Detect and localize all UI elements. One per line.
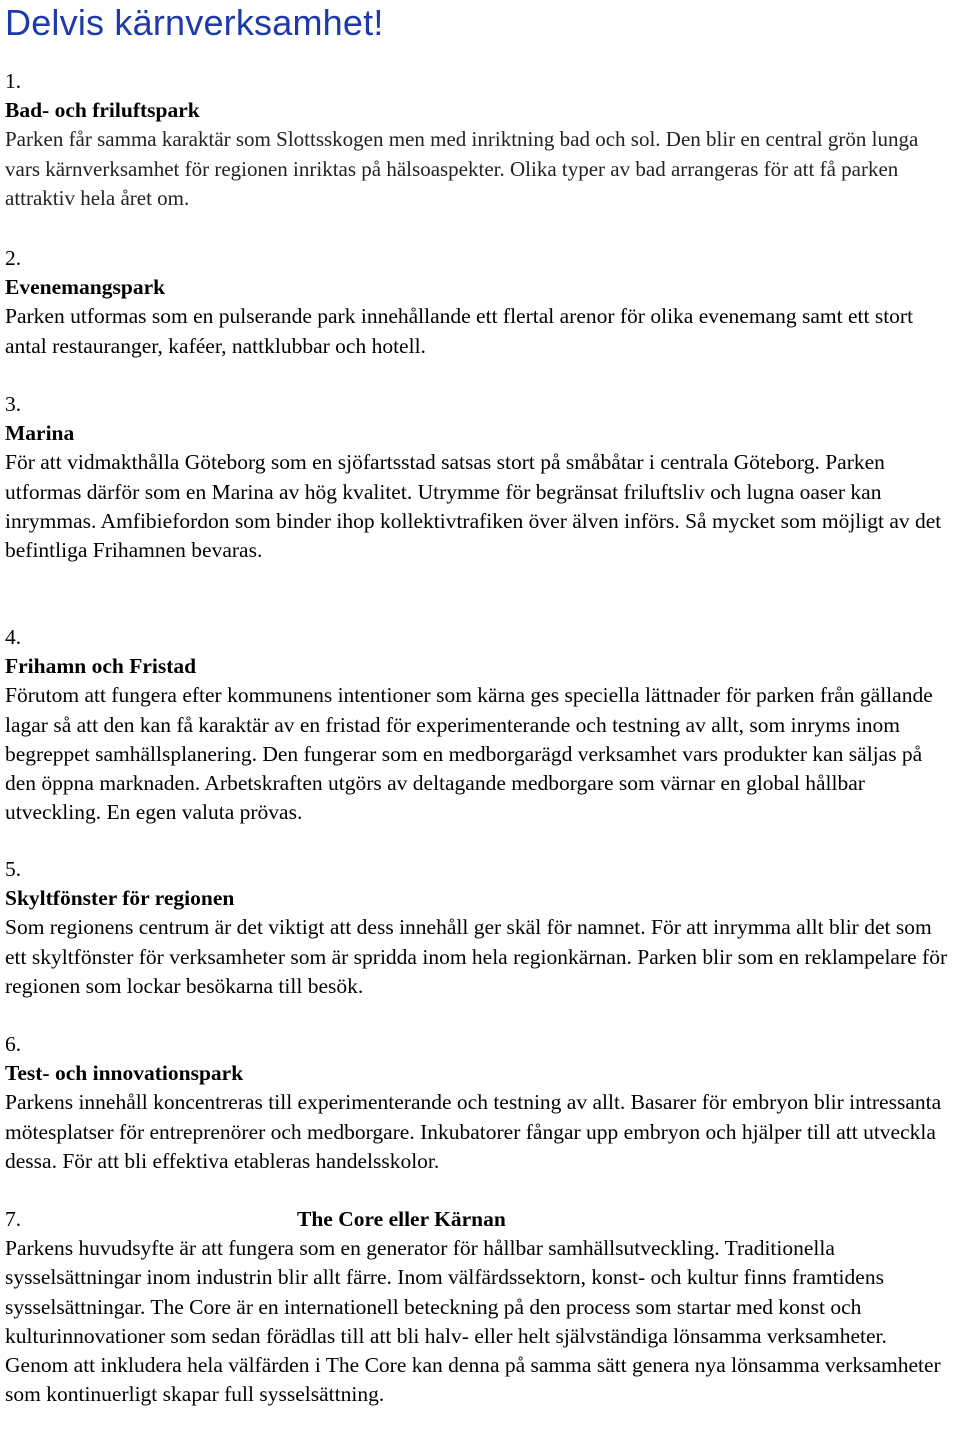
section-evenemangspark [5,244,955,361]
section-number: 4. [5,625,22,649]
section-number: 7. [5,1207,22,1231]
section-number: 5. [5,857,22,881]
section-body: Parken utformas som en pulserande park innehållande ett flertal arenor för olika evenemang samt ett stort antal restauranger, kaféer, nattklubbar och hotell. [5,304,914,358]
section-test-och-innovationspark [5,1030,955,1176]
section-number: 3. [5,392,22,416]
document-title: Delvis kärnverksamhet! [5,2,384,43]
section-skyltfonster-for-regionen [5,855,955,1001]
section-heading: Bad- och friluftspark [5,98,200,123]
section-heading: The Core eller Kärnan [297,1207,506,1231]
section-body: Som regionens centrum är det viktigt att dess innehåll ger skäl för namnet. För att inrymma allt blir det som ett skyltfönster för verksamheter som är spridda inom hela regionkärnan. Parken blir som en reklampelare för regionen som lockar besökarna till besök. [5,915,948,998]
section-heading: Marina [5,421,75,446]
section-number: 1. [5,69,22,93]
section-heading: Frihamn och Fristad [5,654,197,679]
document-page [5,0,955,1407]
section-the-core-eller-karnan [5,1205,955,1409]
section-marina [5,390,955,565]
section-heading: Test- och innovationspark [5,1061,244,1086]
section-body: För att vidmakthålla Göteborg som en sjöfartsstad satsas stort på småbåtar i centrala Göteborg. Parken utformas därför som en Marina av hög kvalitet. Utrymme för begränsat friluftsliv och lugna oaser kan inrymmas. Amfibiefordon som binder ihop kollektivtrafiken över älven införs. Så mycket som möjligt av det befintliga Frihamnen bevaras. [5,450,942,563]
section-body: Parkens innehåll koncentreras till experimenterande och testning av allt. Basarer för embryon blir intressanta mötesplatser för entreprenörer och medborgare. Inkubatorer fångar upp embryon och hjälper till att utveckla dessa. För att bli effektiva etableras handelsskolor. [5,1090,942,1173]
section-number-heading-row [5,1205,955,1234]
section-number: 2. [5,246,22,270]
section-number: 6. [5,1032,22,1056]
section-body: Förutom att fungera efter kommunens intentioner som kärna ges speciella lättnader för parken från gällande lagar så att den kan få karaktär av en fristad för experimenterande och testning av allt, som inryms inom begreppet samhällsplanering. Den fungerar som en medborgarägd verksamhet vars produkter kan säljas på den öppna marknaden. Arbetskraften utgörs av deltagande medborgare som värnar en global hållbar utveckling. En egen valuta prövas. [5,683,933,825]
section-bad-och-friluftspark [5,67,955,213]
section-body: Parken får samma karaktär som Slottsskogen men med inriktning bad och sol. Den blir en central grön lunga vars kärnverksamhet för regionen inriktas på hälsoaspekter. Olika typer av bad arrangeras för att få parken attraktiv hela året om. [5,127,919,210]
section-heading: Skyltfönster för regionen [5,886,235,911]
section-body: Parkens huvudsyfte är att fungera som en generator för hållbar samhällsutveckling. Traditionella sysselsättningar inom industrin blir allt färre. Inom välfärdssektorn, konst- och kultur finns framtidens sysselsättningar. The Core är en internationell beteckning på den process som startar med konst och kulturinnovationer som sedan förädlas till att bli halv- eller helt självständiga lönsamma verksamheter. Genom att inkludera hela välfärden i The Core kan denna på samma sätt genera nya lönsamma verksamheter som kontinuerligt skapar full sysselsättning. [5,1236,941,1407]
section-heading: Evenemangspark [5,275,166,300]
section-frihamn-och-fristad [5,623,955,827]
